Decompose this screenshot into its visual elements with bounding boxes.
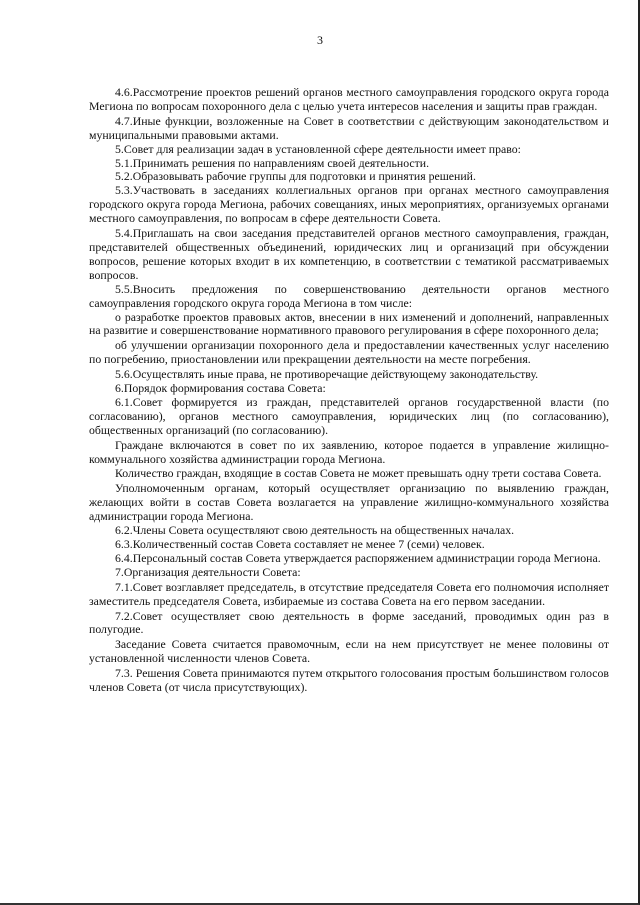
paragraph-5-5-item-1: о разработке проектов правовых актов, внесении в них изменений и дополнений, направленных на развитие и совершенствование нормативного правового регулирования в сфере похоронного дела;	[89, 309, 609, 338]
paragraph-7: 7.Организация деятельности Совета:	[115, 564, 301, 579]
paragraph-6-2: 6.2.Члены Совета осуществляют свою деятельность на общественных началах.	[115, 523, 515, 538]
paragraph-5-4: 5.4.Приглашать на свои заседания представителей органов местного самоуправления, граждан, представителей общественных объединений, юридических лиц и организаций при обсуждении вопросов, решение которых входит в их компетенцию, в соответствии с тематикой рассматриваемых вопросов.	[89, 226, 609, 282]
document-body	[89, 86, 609, 695]
paragraph-6-3: 6.3.Количественный состав Совета составляет не менее 7 (семи) человек.	[115, 537, 485, 551]
paragraph-6-1-citizens: Граждане включаются в совет по их заявлению, которое подается в управление жилищно-коммунального хозяйства администрации города Мегиона.	[89, 437, 609, 466]
paragraph-7-3: 7.3. Решения Совета принимаются путем открытого голосования простым большинством голосов членов Совета (от числа присутствующих).	[89, 666, 609, 695]
paragraph-7-1: 7.1.Совет возглавляет председатель, в отсутствие председателя Совета его полномочия исполняет заместитель председателя Совета, избираемые из состава Совета на его первом заседании.	[89, 579, 609, 608]
paragraph-5-3: 5.3.Участвовать в заседаниях коллегиальных органов при органах местного самоуправления городского округа города Мегиона, рабочих совещаниях, иных мероприятиях, организуемых органами местного самоуправления, по вопросам в сфере деятельности Совета.	[89, 183, 609, 226]
paragraph-5: 5.Совет для реализации задач в установленной сфере деятельности имеет право:	[115, 141, 521, 156]
paragraph-5-2: 5.2.Образовывать рабочие группы для подготовки и принятия решений.	[115, 169, 476, 184]
paragraph-6-1-count: Количество граждан, входящие в состав Совета не может превышать одну трети состава Совета.	[115, 466, 602, 481]
paragraph-6-1-authority: Уполномоченным органам, который осуществляет организацию по выявлению граждан, желающих войти в состав Совета возлагается на управление жилищно-коммунального хозяйства администрации города Мегиона.	[89, 481, 609, 524]
paragraph-5-1: 5.1.Принимать решения по направлениям своей деятельности.	[115, 155, 430, 170]
paragraph-6-4: 6.4.Персональный состав Совета утверждается распоряжением администрации города Мегиона.	[115, 550, 601, 565]
paragraph-6-1: 6.1.Совет формируется из граждан, представителей органов государственной власти (по согласованию), органов местного самоуправления, юридических лиц (по согласованию), общественных организаций (по согласованию).	[89, 394, 609, 437]
paragraph-6: 6.Порядок формирования состава Совета:	[115, 381, 326, 396]
paragraph-5-5: 5.5.Вносить предложения по совершенствованию деятельности органов местного самоуправления городского округа города Мегиона в том числе:	[89, 281, 609, 310]
paragraph-7-2: 7.2.Совет осуществляет свою деятельность в форме заседаний, проводимых один раз в полугодие.	[89, 608, 609, 637]
paragraph-7-2-quorum: Заседание Совета считается правомочным, если на нем присутствует не менее половины от установленной численности членов Совета.	[89, 637, 609, 666]
page-number: 3	[317, 33, 323, 47]
paragraph-4-7: 4.7.Иные функции, возложенные на Совет в соответствии с действующим законодательством и муниципальными правовыми актами.	[89, 113, 609, 142]
paragraph-5-6: 5.6.Осуществлять иные права, не противоречащие действующему законодательству.	[115, 367, 539, 382]
paragraph-5-5-item-2: об улучшении организации похоронного дела и предоставлении качественных услуг населению по погребению, приостановлении или прекращении деятельности на месте погребения.	[89, 338, 609, 367]
paragraph-4-6: 4.6.Рассмотрение проектов решений органов местного самоуправления городского округа города Мегиона по вопросам похоронного дела с целью учета интересов населения и защиты прав граждан.	[89, 85, 609, 113]
